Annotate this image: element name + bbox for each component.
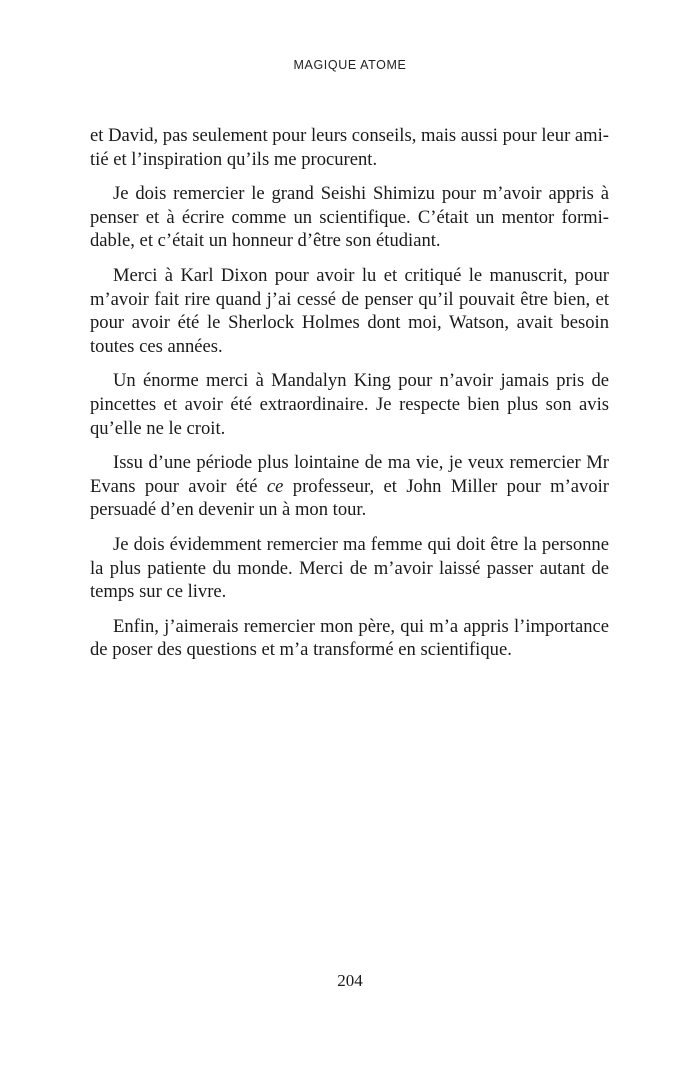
paragraph-text: Issu d’une période plus lointaine de ma vie, je veux remercier Mr Evans pour avoir été	[90, 452, 609, 497]
body-text	[90, 124, 609, 673]
paragraph-evans-miller	[90, 451, 609, 522]
paragraph-king: Un énorme merci à Mandalyn King pour n’avoir jamais pris de pincettes et avoir été extraordinaire. Je respecte bien plus son avis qu’elle ne le croit.	[90, 370, 609, 439]
paragraph-continuation: et David, pas seulement pour leurs conseils, mais aussi pour leur amitié et l’inspiration qu’ils me procurent.	[90, 125, 609, 170]
paragraph-father: Enfin, j’aimerais remercier mon père, qui m’a appris l’importance de poser des questions et m’a transformé en scientifique.	[90, 615, 609, 661]
paragraph-shimizu: Je dois remercier le grand Seishi Shimizu pour m’avoir appris à penser et à écrire comme un scientifique. C’était un mentor formidable, et c’était un honneur d’être son étudiant.	[90, 183, 609, 252]
emphasis-text: ce	[266, 475, 284, 497]
paragraph-wife: Je dois évidemment remercier ma femme qui doit être la personne la plus patiente du monde. Merci de m’avoir laissé passer autant de temps sur ce livre.	[90, 533, 609, 603]
page-number: 204	[337, 971, 363, 990]
paragraph-dixon: Merci à Karl Dixon pour avoir lu et critiqué le manuscrit, pour m’avoir fait rire quand j’ai cessé de penser qu’il pouvait être bien, et pour avoir été le Sherlock Holmes dont moi, Watson, avait besoin toutes ces années.	[90, 264, 609, 357]
paragraph-text: professeur, et John Miller pour m’avoir persuadé d’en devenir un à mon tour.	[90, 475, 609, 521]
running-head: MAGIQUE ATOME	[293, 58, 407, 72]
